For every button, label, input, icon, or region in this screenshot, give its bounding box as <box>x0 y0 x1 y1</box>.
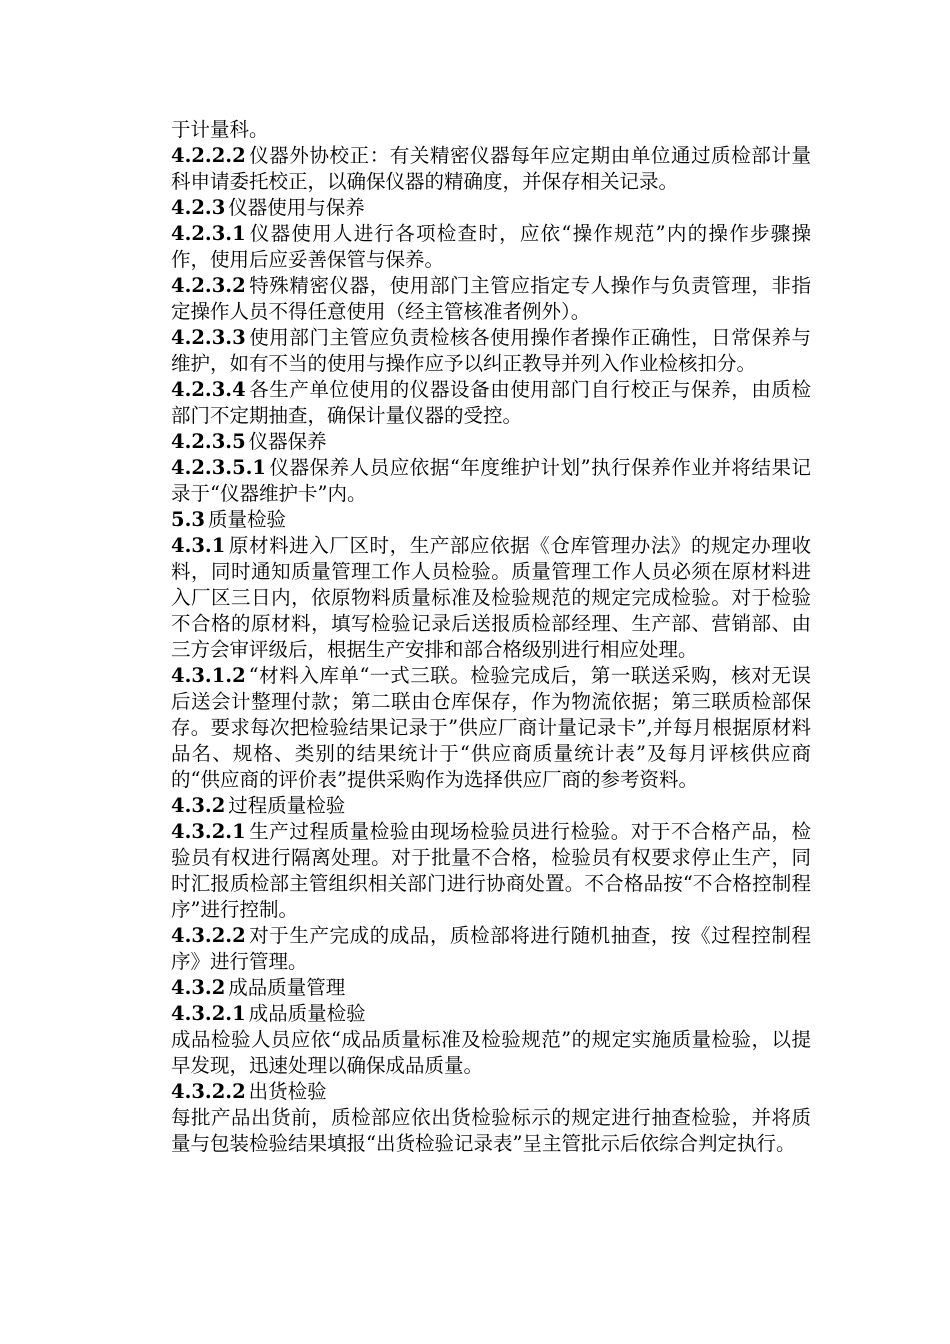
section-number: 4.3.2.1 <box>171 820 246 843</box>
paragraph-text: 原材料进入厂区时，生产部应依据《仓库管理办法》的规定办理收料，同时通知质量管理工作人员检验。质量管理工作人员必须在原材料进入厂区三日内，依原物料质量标准及检验规范的规定完成检验。对于检验不合格的原材料，填写检验记录后送报质检部经理、生产部、营销部、由三方会审评级后，根据生产安排和部合格级别进行相应处理。 <box>171 534 811 661</box>
paragraph-4-2-3-5-1 <box>171 455 811 507</box>
paragraph-4-2-3-1 <box>171 221 811 273</box>
heading-4-3-2-2-shipping <box>171 1079 811 1105</box>
paragraph-4-2-3-3 <box>171 325 811 377</box>
heading-text: 质量检验 <box>207 508 286 531</box>
paragraph-4-3-1-2 <box>171 663 811 793</box>
section-number: 4.3.1 <box>171 534 226 557</box>
paragraph-4-2-3-2 <box>171 273 811 325</box>
section-number: 4.3.2.2 <box>171 1080 246 1103</box>
section-number: 4.2.2.2 <box>171 144 246 167</box>
paragraph-text: 仪器外协校正：有关精密仪器每年应定期由单位通过质检部计量科申请委托校正，以确保仪器的精确度，并保存相关记录。 <box>171 144 811 193</box>
paragraph-text: 各生产单位使用的仪器设备由使用部门自行校正与保养，由质检部门不定期抽查，确保计量仪器的受控。 <box>171 378 811 427</box>
paragraph-text: 特殊精密仪器，使用部门主管应指定专人操作与负责管理，非指定操作人员不得任意使用（经主管核准者例外）。 <box>171 274 811 323</box>
paragraph-text: 每批产品出货前，质检部应依出货检验标示的规定进行抽查检验，并将质量与包装检验结果填报“出货检验记录表”呈主管批示后依综合判定执行。 <box>171 1106 811 1155</box>
section-number: 4.2.3.3 <box>171 326 246 349</box>
heading-5-3 <box>171 507 811 533</box>
paragraph-text: 于计量科。 <box>171 118 269 141</box>
heading-text: 出货检验 <box>248 1080 327 1103</box>
paragraph-4-3-2-2 <box>171 923 811 975</box>
heading-text: 仪器使用与保养 <box>228 196 365 219</box>
section-number: 4.2.3.5.1 <box>171 456 266 479</box>
paragraph-text: 对于生产完成的成品，质检部将进行随机抽查，按《过程控制程序》进行管理。 <box>171 924 811 973</box>
section-number: 4.2.3.5 <box>171 430 246 453</box>
heading-text: 成品质量检验 <box>248 1002 366 1025</box>
section-number: 4.3.2.1 <box>171 1002 246 1025</box>
paragraph-continuation <box>171 117 811 143</box>
paragraph-text: 成品检验人员应依“成品质量标准及检验规范”的规定实施质量检验，以提早发现，迅速处理以确保成品质量。 <box>171 1028 811 1077</box>
heading-text: 仪器保养 <box>248 430 327 453</box>
paragraph-shipping-inspection <box>171 1105 811 1157</box>
paragraph-text: 生产过程质量检验由现场检验员进行检验。对于不合格产品，检验员有权进行隔离处理。对于批量不合格，检验员有权要求停止生产，同时汇报质检部主管组织相关部门进行协商处置。不合格品按“不合格控制程序”进行控制。 <box>171 820 811 921</box>
section-number: 4.3.2 <box>171 976 226 999</box>
section-number: 4.2.3 <box>171 196 226 219</box>
heading-text: 成品质量管理 <box>228 976 346 999</box>
paragraph-4-2-2-2 <box>171 143 811 195</box>
heading-4-3-2-product <box>171 975 811 1001</box>
section-number: 4.2.3.2 <box>171 274 246 297</box>
paragraph-4-3-2-1 <box>171 819 811 923</box>
section-number: 4.3.2 <box>171 794 226 817</box>
paragraph-text: 仪器使用人进行各项检查时，应依“操作规范”内的操作步骤操作，使用后应妥善保管与保养。 <box>171 222 811 271</box>
heading-4-3-2 <box>171 793 811 819</box>
section-number: 4.2.3.4 <box>171 378 246 401</box>
paragraph-4-3-1 <box>171 533 811 663</box>
section-number: 5.3 <box>171 508 205 531</box>
heading-text: 过程质量检验 <box>228 794 346 817</box>
paragraph-text: “材料入库单“一式三联。检验完成后，第一联送采购，核对无误后送会计整理付款；第二联由仓库保存，作为物流依据；第三联质检部保存。要求每次把检验结果记录于”供应厂商计量记录卡”,并每月根据原材料品名、规格、类别的结果统计于“供应商质量统计表”及每月评核供应商的“供应商的评价表”提供采购作为选择供应厂商的参考资料。 <box>171 664 811 791</box>
section-number: 4.3.1.2 <box>171 664 246 687</box>
paragraph-text: 仪器保养人员应依据“年度维护计划”执行保养作业并将结果记录于“仪器维护卡”内。 <box>171 456 811 505</box>
heading-4-3-2-1-product <box>171 1001 811 1027</box>
paragraph-4-2-3-4 <box>171 377 811 429</box>
paragraph-text: 使用部门主管应负责检核各使用操作者操作正确性，日常保养与维护，如有不当的使用与操作应予以纠正教导并列入作业检核扣分。 <box>171 326 811 375</box>
section-number: 4.2.3.1 <box>171 222 246 245</box>
section-number: 4.3.2.2 <box>171 924 246 947</box>
document-body <box>171 117 811 1157</box>
heading-4-2-3-5 <box>171 429 811 455</box>
heading-4-2-3 <box>171 195 811 221</box>
paragraph-product-inspection <box>171 1027 811 1079</box>
